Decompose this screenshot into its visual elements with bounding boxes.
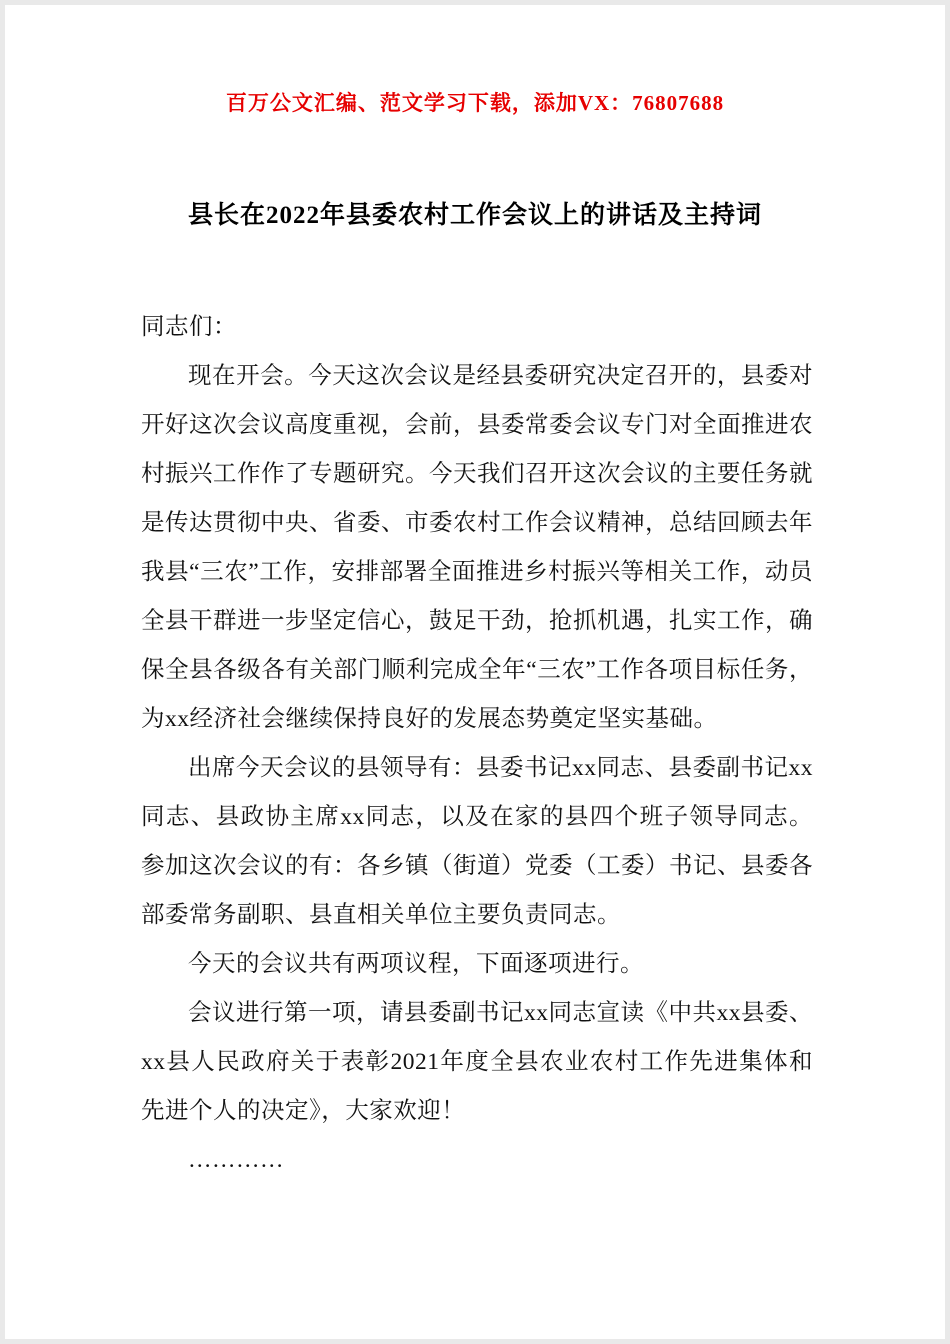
document-body xyxy=(5,303,945,1185)
paragraph: 出席今天会议的县领导有：县委书记xx同志、县委副书记xx同志、县政协主席xx同志，以及在家的县四个班子领导同志。参加这次会议的有：各乡镇（街道）党委（工委）书记、县委各部委常务副职、县直相关单位主要负责同志。 xyxy=(141,755,813,928)
document-page xyxy=(5,5,945,1339)
paragraph: 现在开会。今天这次会议是经县委研究决定召开的，县委对开好这次会议高度重视，会前，县委常委会议专门对全面推进农村振兴工作作了专题研究。今天我们召开这次会议的主要任务就是传达贯彻中央、省委、市委农村工作会议精神，总结回顾去年我县“三农”工作，安排部署全面推进乡村振兴等相关工作，动员全县干群进一步坚定信心，鼓足干劲，抢抓机遇，扎实工作，确保全县各级各有关部门顺利完成全年“三农”工作各项目标任务，为xx经济社会继续保持良好的发展态势奠定坚实基础。 xyxy=(141,363,813,732)
document-title: 县长在2022年县委农村工作会议上的讲话及主持词 xyxy=(187,202,762,229)
salutation-paragraph: 同志们： xyxy=(141,314,237,340)
paragraph: 今天的会议共有两项议程，下面逐项进行。 xyxy=(188,951,644,977)
ellipsis-paragraph: ………… xyxy=(188,1147,284,1173)
promo-notice-banner: 百万公文汇编、范文学习下载，添加VX：76807688 xyxy=(225,91,725,115)
paragraph: 会议进行第一项，请县委副书记xx同志宣读《中共xx县委、xx县人民政府关于表彰2021年度全县农业农村工作先进集体和先进个人的决定》，大家欢迎！ xyxy=(141,1000,813,1124)
